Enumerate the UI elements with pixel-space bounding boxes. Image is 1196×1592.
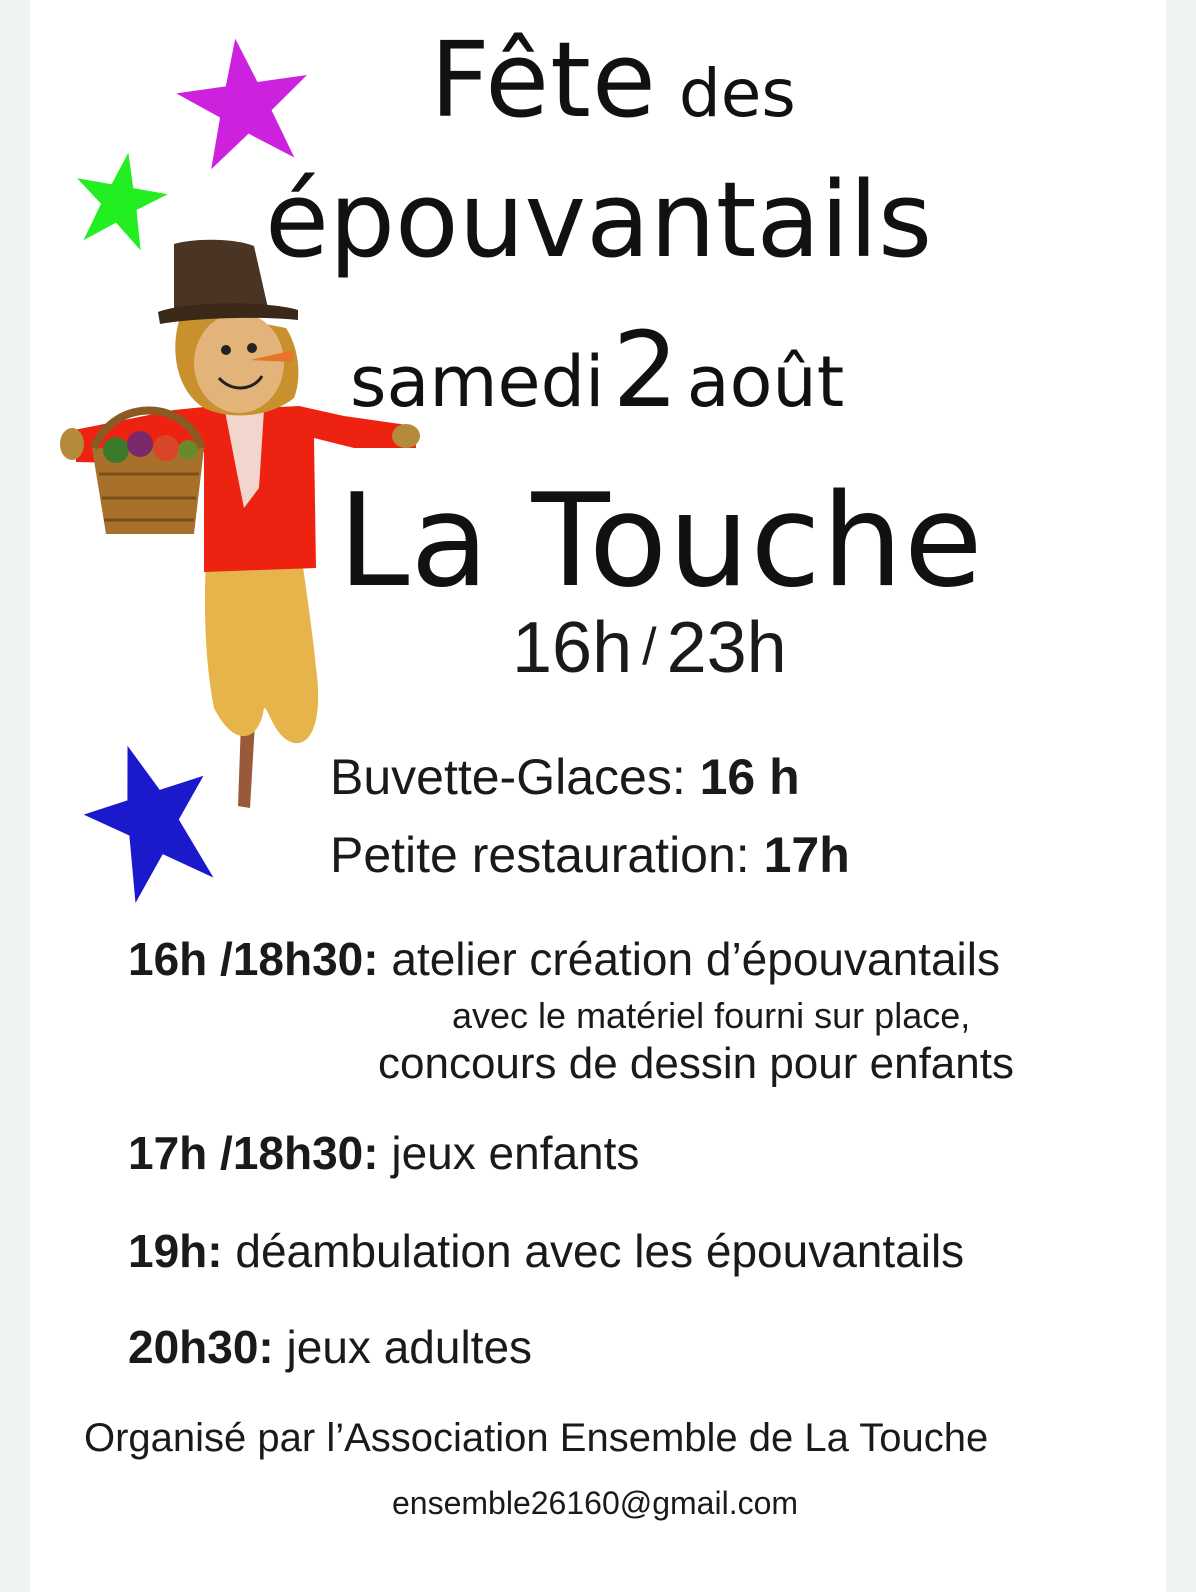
title-des: des	[678, 55, 796, 132]
service-time: 16 h	[699, 749, 800, 805]
program-text: jeux enfants	[378, 1127, 640, 1179]
program-text: atelier création d’épouvantails	[378, 933, 1000, 985]
green-star-icon	[72, 150, 168, 250]
service-restauration	[330, 827, 850, 883]
purple-star-icon	[176, 36, 312, 166]
hours-end: 23h	[666, 608, 787, 688]
title-fete: Fête	[430, 19, 657, 141]
program-time: 16h /18h30:	[128, 933, 379, 985]
program-time: 19h:	[128, 1225, 223, 1277]
program-time: 17h /18h30:	[128, 1127, 379, 1179]
service-time: 17h	[763, 827, 850, 883]
event-place: La Touche	[338, 467, 984, 616]
program-item-jeux-adultes	[128, 1321, 533, 1373]
program-item-jeux-enfants	[128, 1127, 640, 1179]
hours-start: 16h	[512, 608, 633, 688]
pants	[205, 560, 318, 743]
service-label: Petite restauration:	[330, 827, 764, 883]
contact-email[interactable]: ensemble26160@gmail.com	[392, 1485, 799, 1521]
program-text: déambulation avec les épouvantails	[222, 1225, 965, 1277]
event-hours	[512, 608, 787, 688]
program-item-atelier	[128, 933, 1000, 985]
title-epouvantails: épouvantails	[265, 159, 933, 281]
program-atelier-detail-2: concours de dessin pour enfants	[378, 1039, 1014, 1088]
program-time: 20h30:	[128, 1321, 274, 1373]
program-item-deambulation	[128, 1225, 965, 1277]
event-date	[350, 309, 845, 431]
hat	[174, 240, 268, 310]
title-line1	[430, 19, 796, 141]
service-label: Buvette-Glaces:	[330, 749, 700, 805]
service-buvette	[330, 749, 800, 805]
organizer-credit: Organisé par l’Association Ensemble de La Touche	[84, 1416, 989, 1460]
right-margin-band	[1166, 0, 1196, 1592]
date-number: 2	[612, 309, 679, 431]
program-atelier-detail-1: avec le matériel fourni sur place,	[452, 995, 971, 1036]
hours-separator: /	[642, 618, 657, 676]
program-text: jeux adultes	[273, 1321, 533, 1373]
face	[194, 313, 284, 413]
date-day: samedi	[350, 341, 605, 423]
left-margin-band	[0, 0, 30, 1592]
date-month: août	[686, 341, 845, 423]
